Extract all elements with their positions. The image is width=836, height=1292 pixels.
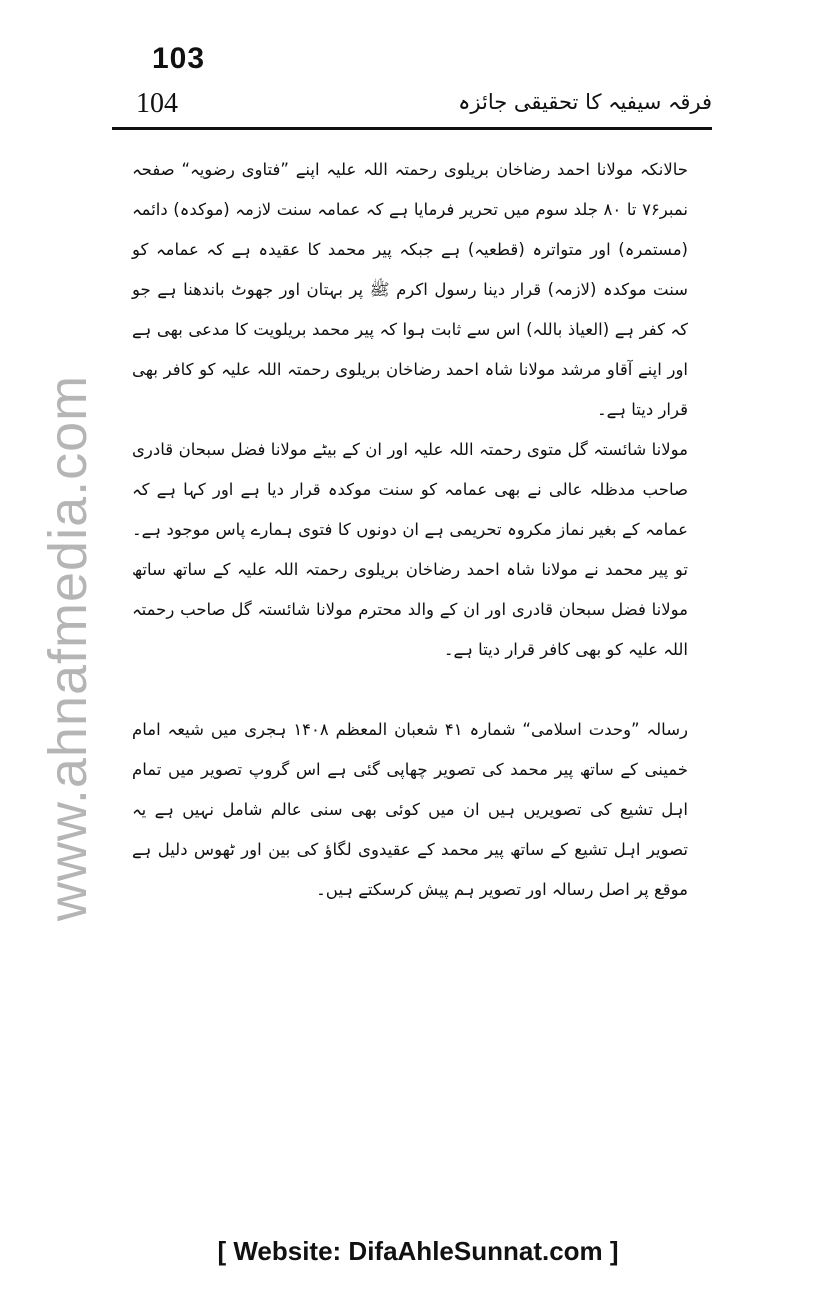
page-body [132,150,688,910]
header-divider [112,127,712,130]
underlined-line-1: حالانکہ مولانا احمد رضاخان بریلوی رحمتہ اللہ علیہ اپنے ”فتاوی رضویہ“ صفحہ [132,160,688,179]
paragraph-2: مولانا شائستہ گل متوی رحمتہ اللہ علیہ اور ان کے بیٹے مولانا فضل سبحان قادری صاحب مدظلہ عالی نے بھی عمامہ کو سنت موکدہ قرار دیا ہے اور کہا ہے کہ عمامہ کے بغیر نماز مکروہ تحریمی ہے ان دونوں کا فتوی ہمارے پاس موجود ہے۔ تو پیر محمد نے مولانا شاہ احمد رضاخان بریلوی رحمتہ اللہ علیہ کے ساتھ ساتھ مولانا فضل سبحان قادری اور ان کے والد محترم مولانا شائستہ گل صاحب رحمتہ اللہ علیہ کو بھی کافر قرار دیتا ہے۔ [132,440,688,659]
underlined-line-4: (لازمہ) قرار دینا رسول اکرم ﷺ پر بہتان اور جھوٹ باندھنا ہے جو کہ کفر ہے [132,280,688,339]
book-title: فرقہ سیفیہ کا تحقیقی جائزہ [458,90,712,114]
underlined-line-2: نمبر۷۶ تا ۸۰ جلد سوم میں تحریر فرمایا ہے کہ عمامہ سنت لازمہ (موکدہ) دائمہ [132,200,689,219]
book-page-number: 104 [136,88,178,119]
website-watermark: www.ahnafmedia.com [38,374,98,922]
footer-website: [ Website: DifaAhleSunnat.com ] [217,1236,619,1266]
underlined-line-3: (مستمرہ) اور متواترہ (قطعیہ) ہے جبکہ پیر محمد کا عقیدہ ہے کہ عمامہ کو سنت موکدہ [132,240,688,299]
paragraph-1-rest: (العیاذ باللہ) اس سے ثابت ہوا کہ پیر محمد بریلویت کا مدعی بھی ہے اور اپنے آقاو مرشد مولانا شاہ احمد رضاخان بریلوی رحمتہ اللہ علیہ کو کافر بھی قرار دیتا ہے۔ [132,320,688,419]
page-header [112,84,712,128]
scan-page-number: 103 [152,42,206,75]
paragraph-1 [132,150,688,430]
paragraph-3: رسالہ ”وحدت اسلامی“ شمارہ ۴۱ شعبان المعظم ۱۴۰۸ ہجری میں شیعہ امام خمینی کے ساتھ پیر محمد کی تصویر چھاپی گئی ہے اس گروپ تصویر میں تمام اہل تشیع کی تصویریں ہیں ان میں کوئی بھی سنی عالم شامل نہیں ہے یہ تصویر اہل تشیع کے ساتھ پیر محمد کے عقیدوی لگاؤ کی بین اور ٹھوس دلیل ہے موقع پر اصل رسالہ اور تصویر ہم پیش کرسکتے ہیں۔ [132,720,688,899]
